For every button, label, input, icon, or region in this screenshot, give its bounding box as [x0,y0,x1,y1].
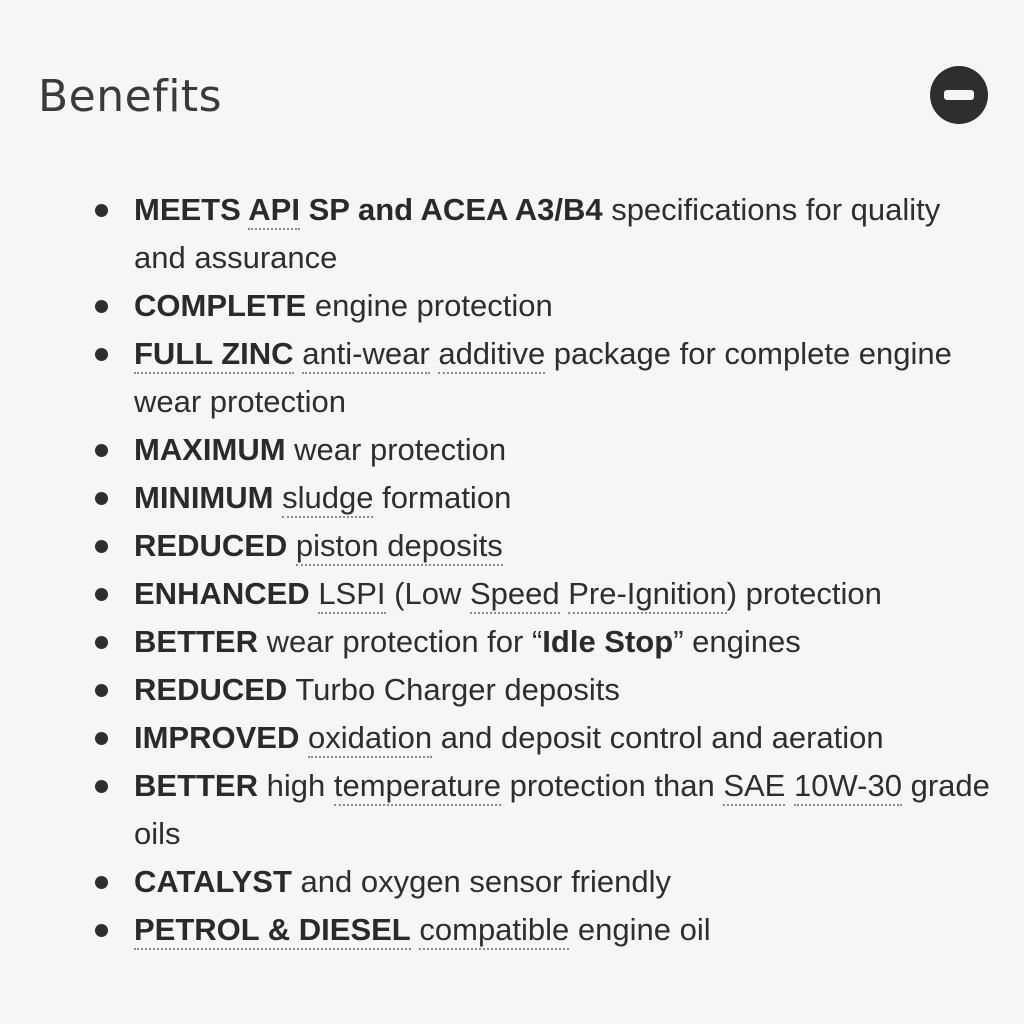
benefit-item [92,474,992,522]
benefit-item [92,186,992,282]
benefit-text: wear protection [285,432,507,467]
glossary-term[interactable]: PETROL & DIESEL [134,912,411,950]
benefit-keyword: BETTER [134,768,258,803]
section-title: Benefits [38,71,223,122]
benefit-text: protection than [500,768,724,803]
bullet-icon [95,492,108,505]
glossary-term[interactable]: temperature [334,768,501,806]
benefit-item [92,426,992,474]
glossary-term[interactable]: anti-wear [302,336,430,374]
benefit-item [92,570,992,618]
benefit-keyword: COMPLETE [134,288,307,323]
benefit-text: (Low [385,576,470,611]
benefit-item [92,762,992,858]
bullet-icon [95,300,108,313]
benefit-item [92,906,992,954]
benefit-text: ) protection [726,576,882,611]
bullet-icon [95,924,108,937]
bullet-icon [95,348,108,361]
bullet-icon [95,876,108,889]
benefit-keyword: IMPROVED [134,720,300,755]
glossary-term[interactable]: Pre-Ignition [568,576,727,614]
benefit-keyword: Idle Stop [542,624,674,659]
benefit-keyword: ENHANCED [134,576,310,611]
benefit-item [92,522,992,570]
glossary-term[interactable]: LSPI [318,576,385,614]
bullet-icon [95,780,108,793]
bullet-icon [95,540,108,553]
bullet-icon [95,204,108,217]
benefit-text: grade oils [134,768,990,851]
benefit-text [560,576,569,611]
glossary-term[interactable]: additive [438,336,545,374]
glossary-term[interactable]: FULL ZINC [134,336,294,374]
benefit-item [92,714,992,762]
glossary-term[interactable]: oxidation [308,720,432,758]
benefit-keyword: REDUCED [134,672,288,707]
glossary-term[interactable]: API [248,192,300,230]
glossary-term[interactable]: compatible [419,912,569,950]
benefit-text [273,480,282,515]
benefit-text: Turbo Charger deposits [287,672,620,707]
benefit-text: engine protection [306,288,553,323]
benefit-keyword: MAXIMUM [134,432,286,467]
bullet-icon [95,588,108,601]
benefit-keyword: CATALYST [134,864,292,899]
benefit-text: and deposit control and aeration [432,720,884,755]
benefit-text: ” engines [673,624,801,659]
benefit-text: engine oil [569,912,711,947]
benefit-text [294,336,303,371]
bullet-icon [95,636,108,649]
bullet-icon [95,732,108,745]
benefit-keyword: BETTER [134,624,258,659]
benefit-text [287,528,296,563]
benefit-text: formation [373,480,512,515]
glossary-term[interactable]: sludge [282,480,373,518]
benefits-list [92,186,992,954]
glossary-term[interactable]: Speed [470,576,560,614]
benefit-text: package for complete engine wear protection [134,336,952,419]
glossary-term[interactable]: 10W-30 [794,768,902,806]
benefit-keyword: MINIMUM [134,480,274,515]
benefit-item [92,282,992,330]
collapse-button[interactable] [930,66,988,124]
benefit-item [92,858,992,906]
minus-circle-icon [944,90,974,100]
benefit-item [92,330,992,426]
benefit-keyword: MEETS [134,192,249,227]
benefits-header[interactable] [38,62,990,132]
benefit-text: wear protection for “ [258,624,543,659]
benefit-item [92,618,992,666]
bullet-icon [95,444,108,457]
glossary-term[interactable]: piston deposits [296,528,503,566]
benefit-text [299,720,308,755]
benefit-text: specifications for quality and assurance [134,192,941,275]
benefit-text: high [258,768,334,803]
benefit-keyword: SP and ACEA A3/B4 [299,192,603,227]
glossary-term[interactable]: SAE [723,768,785,806]
benefit-text [785,768,794,803]
benefit-text: and oxygen sensor friendly [291,864,672,899]
bullet-icon [95,684,108,697]
benefit-keyword: REDUCED [134,528,288,563]
benefit-item [92,666,992,714]
